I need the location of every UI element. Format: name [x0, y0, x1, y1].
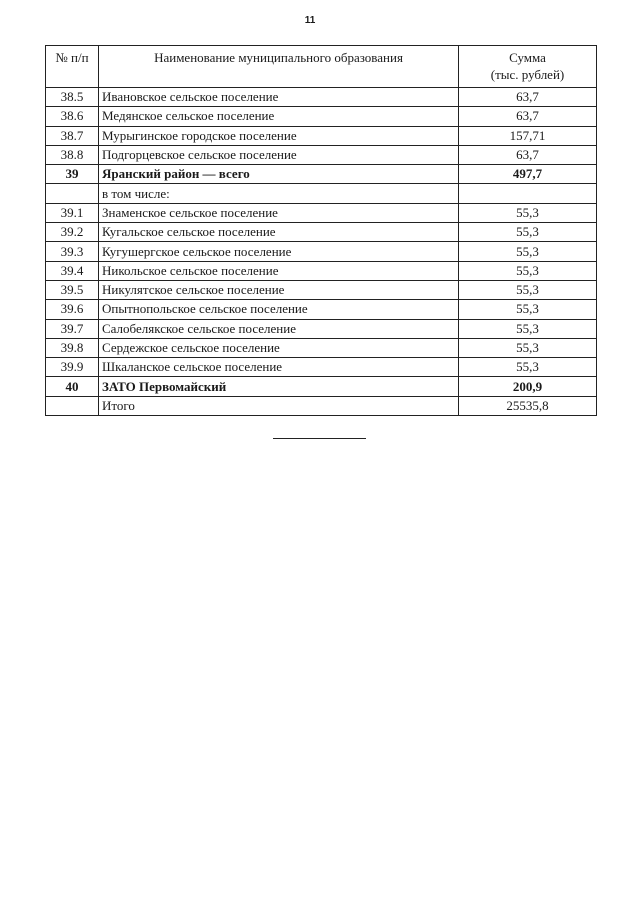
row-sum: 55,3 [459, 300, 597, 319]
row-name: Подгорцевское сельское поселение [99, 145, 459, 164]
row-number: 39.9 [46, 358, 99, 377]
table-row [46, 358, 597, 377]
row-sum: 55,3 [459, 242, 597, 261]
table-row [46, 126, 597, 145]
row-sum: 25535,8 [459, 396, 597, 415]
header-sum [459, 46, 597, 88]
row-number: 39.2 [46, 223, 99, 242]
row-number: 39.7 [46, 319, 99, 338]
row-number: 38.6 [46, 107, 99, 126]
row-number: 39.1 [46, 203, 99, 222]
row-name: Шкаланское сельское поселение [99, 358, 459, 377]
row-number: 39.4 [46, 261, 99, 280]
table-row [46, 300, 597, 319]
table-row [46, 319, 597, 338]
row-sum: 63,7 [459, 107, 597, 126]
row-sum: 55,3 [459, 261, 597, 280]
row-sum: 63,7 [459, 88, 597, 107]
row-number: 39 [46, 165, 99, 184]
row-name: ЗАТО Первомайский [99, 377, 459, 396]
row-name: Медянское сельское поселение [99, 107, 459, 126]
table-row [46, 377, 597, 396]
header-name: Наименование муниципального образования [99, 46, 459, 88]
row-sum: 157,71 [459, 126, 597, 145]
row-name: Мурыгинское городское поселение [99, 126, 459, 145]
table-row [46, 280, 597, 299]
row-sum: 200,9 [459, 377, 597, 396]
row-name: Салобелякское сельское поселение [99, 319, 459, 338]
row-number [46, 184, 99, 203]
row-name: Кугальское сельское поселение [99, 223, 459, 242]
row-name: Ивановское сельское поселение [99, 88, 459, 107]
row-number [46, 396, 99, 415]
row-name: Итого [99, 396, 459, 415]
row-number: 39.8 [46, 338, 99, 357]
row-sum: 55,3 [459, 280, 597, 299]
table-row [46, 88, 597, 107]
table-header-row [46, 46, 597, 88]
row-number: 38.8 [46, 145, 99, 164]
table-body [46, 88, 597, 416]
row-sum: 55,3 [459, 338, 597, 357]
table-row [46, 203, 597, 222]
header-sum-title: Сумма [509, 50, 546, 65]
row-number: 38.5 [46, 88, 99, 107]
row-sum: 55,3 [459, 203, 597, 222]
row-name: Кугушергское сельское поселение [99, 242, 459, 261]
table-row [46, 107, 597, 126]
header-number: № п/п [46, 46, 99, 88]
row-sum [459, 184, 597, 203]
separator-line [273, 438, 366, 439]
row-name: Никулятское сельское поселение [99, 280, 459, 299]
row-sum: 55,3 [459, 319, 597, 338]
row-sum: 55,3 [459, 358, 597, 377]
row-name: Сердежское сельское поселение [99, 338, 459, 357]
row-name: Знаменское сельское поселение [99, 203, 459, 222]
row-number: 39.6 [46, 300, 99, 319]
row-number: 39.5 [46, 280, 99, 299]
row-sum: 497,7 [459, 165, 597, 184]
table-row [46, 261, 597, 280]
table-row [46, 396, 597, 415]
row-name: Опытнопольское сельское поселение [99, 300, 459, 319]
table-row [46, 184, 597, 203]
row-number: 38.7 [46, 126, 99, 145]
table-row [46, 242, 597, 261]
row-sum: 63,7 [459, 145, 597, 164]
row-name: Яранский район — всего [99, 165, 459, 184]
table-row [46, 338, 597, 357]
row-number: 39.3 [46, 242, 99, 261]
row-name: в том числе: [99, 184, 459, 203]
header-sum-unit: (тыс. рублей) [490, 67, 565, 82]
row-sum: 55,3 [459, 223, 597, 242]
table-row [46, 165, 597, 184]
page-number: 11 [304, 15, 316, 26]
municipal-sums-table [45, 45, 597, 416]
row-name: Никольское сельское поселение [99, 261, 459, 280]
table-row [46, 145, 597, 164]
table-row [46, 223, 597, 242]
row-number: 40 [46, 377, 99, 396]
